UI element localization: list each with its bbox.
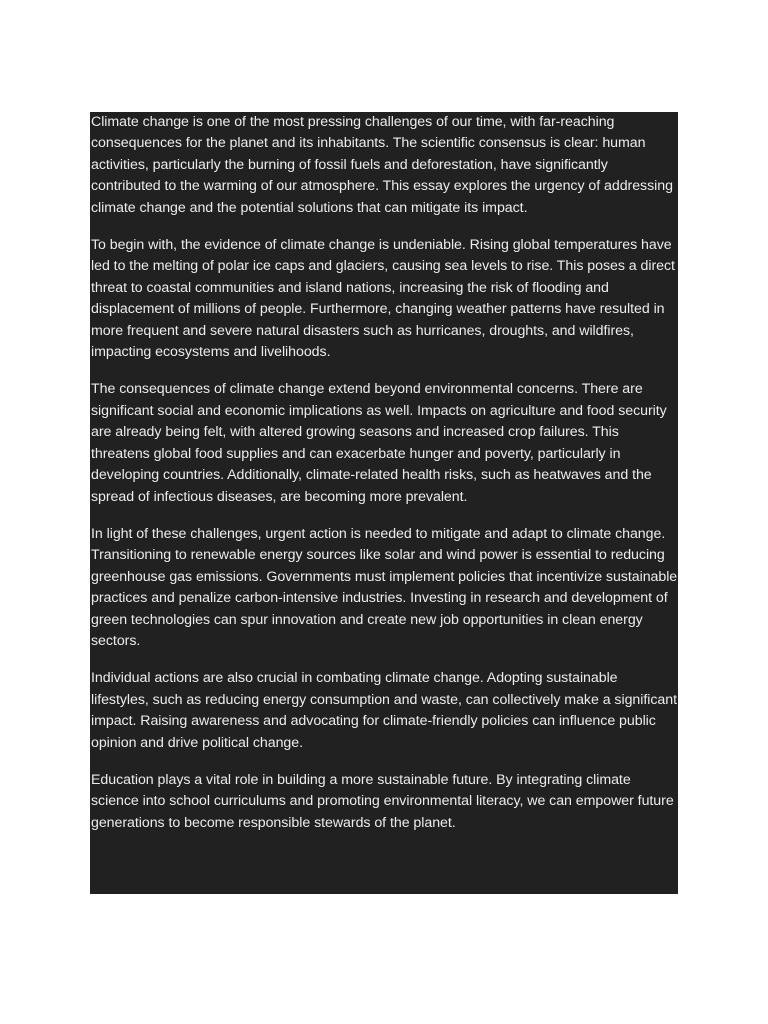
- paragraph-urgent-action: In light of these challenges, urgent action is needed to mitigate and adapt to climate change. Transitioning to renewable energy sources like solar and wind power is essential to reducing greenhouse gas emissions. Governments must implement policies that incentivize sustainable practices and penalize carbon-intensive industries. Investing in research and development of green technologies can spur innovation and create new job opportunities in clean energy sectors.: [91, 525, 678, 649]
- paragraph-intro: Climate change is one of the most pressing challenges of our time, with far-reaching consequences for the planet and its inhabitants. The scientific consensus is clear: human activities, particularly the burning of fossil fuels and deforestation, have significantly contributed to the warming of our atmosphere. This essay explores the urgency of addressing climate change and the potential solutions that can mitigate its impact.: [91, 114, 673, 216]
- paragraph-consequences: The consequences of climate change extend beyond environmental concerns. There are significant social and economic implications as well. Impacts on agriculture and food security are already being felt, with altered growing seasons and increased crop failures. This threatens global food supplies and can exacerbate hunger and poverty, particularly in developing countries. Additionally, climate-related health risks, such as heatwaves and the spread of infectious diseases, are becoming more prevalent.: [91, 381, 667, 505]
- paragraph-individual-actions: Individual actions are also crucial in combating climate change. Adopting sustainable lifestyles, such as reducing energy consumption and waste, can collectively make a significant impact. Raising awareness and advocating for climate-friendly policies can influence public opinion and drive political change.: [91, 670, 677, 751]
- paragraph-evidence: To begin with, the evidence of climate change is undeniable. Rising global temperatures have led to the melting of polar ice caps and glaciers, causing sea levels to rise. This poses a direct threat to coastal communities and island nations, increasing the risk of flooding and displacement of millions of people. Furthermore, changing weather patterns have resulted in more frequent and severe natural disasters such as hurricanes, droughts, and wildfires, impacting ecosystems and livelihoods.: [91, 237, 675, 361]
- essay-text-block: [90, 112, 678, 894]
- paragraph-education: Education plays a vital role in building a more sustainable future. By integrating climate science into school curriculums and promoting environmental literacy, we can empower future generations to become responsible stewards of the planet.: [91, 771, 674, 831]
